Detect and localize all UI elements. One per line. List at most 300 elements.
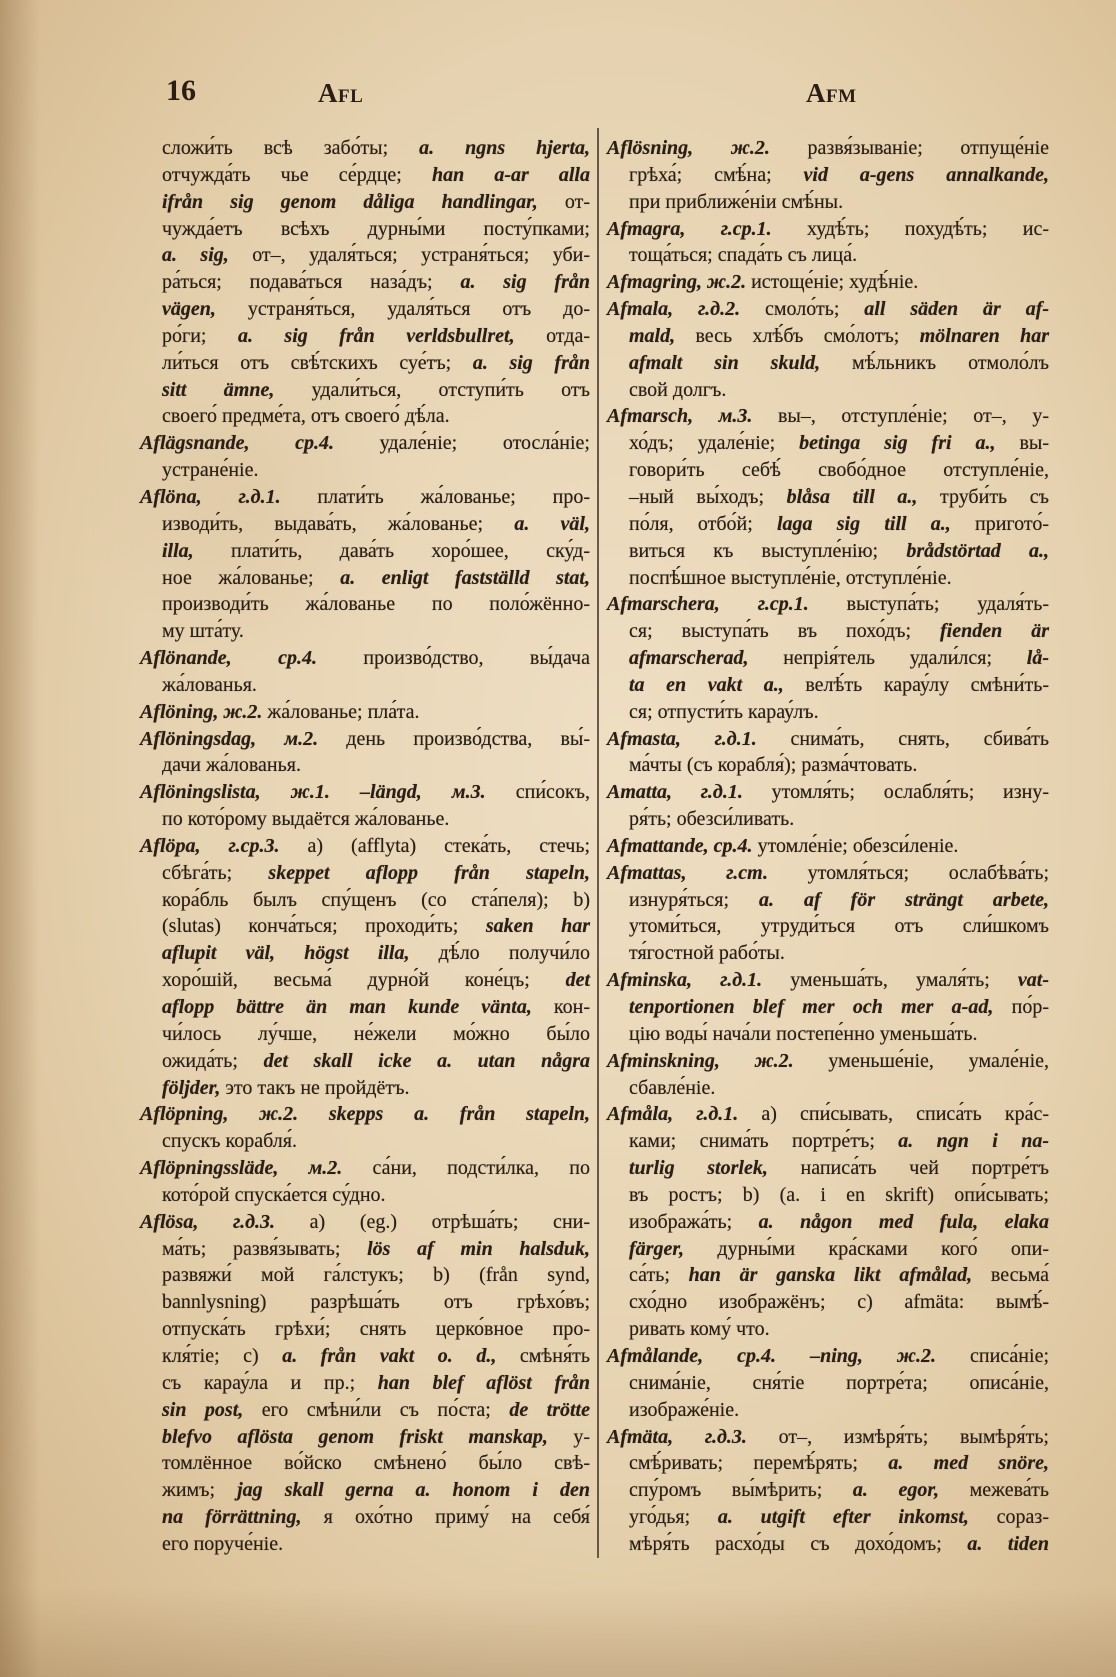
italic-text: a. enligt fastställd stat, <box>340 566 590 589</box>
italic-text: г.д.1. <box>714 727 757 750</box>
italic-text: vat- <box>1017 969 1050 992</box>
gloss-text: дѣ́ло получи́ло <box>409 942 590 965</box>
gloss-text: изобража́ть; <box>629 1210 759 1233</box>
italic-text: ta en vakt a., <box>629 673 784 696</box>
italic-text: г.д.3. <box>704 1425 747 1448</box>
dictionary-line <box>140 618 590 645</box>
italic-text: han är ganska likt afmålad, <box>688 1264 973 1287</box>
gloss-text: труби́ть съ <box>917 485 1049 508</box>
gloss-text: спи́сокъ, <box>485 781 590 804</box>
dictionary-line <box>607 511 1049 538</box>
italic-text: a. sig från <box>472 351 590 374</box>
gloss-text: грѣха́; смѣ́на; <box>629 163 804 186</box>
gloss-text: поспѣ́шное выступле́ніе, отступле́ніе. <box>629 566 952 589</box>
italic-text: de trötte <box>509 1398 590 1421</box>
italic-text: г.д.1. <box>700 781 743 804</box>
gloss-text: день произво́дства, вы́- <box>318 727 591 750</box>
gloss-text: уменьше́ніе, умале́ніе, <box>793 1049 1050 1072</box>
italic-text: a. utgift efter inkomst, <box>717 1506 969 1529</box>
italic-text: all säden är af- <box>864 298 1050 321</box>
gloss-text: вы–, отступле́ніе; от–, у- <box>752 405 1049 428</box>
dictionary-line <box>140 242 590 269</box>
headword: Afmålande, <box>607 1344 704 1367</box>
dictionary-line <box>607 726 1049 753</box>
dictionary-line <box>140 296 590 323</box>
headword: Afmasta, <box>607 727 681 750</box>
gloss-text: виться къ выступле́нію; <box>629 539 907 562</box>
gloss-text: ное жа́лованье; <box>162 566 341 589</box>
dictionary-line <box>607 538 1049 565</box>
gloss-text: списа́ніе; <box>935 1344 1049 1367</box>
headword: Afmagring, <box>607 271 703 294</box>
headword: Aflöna, <box>140 485 202 508</box>
dictionary-line <box>607 591 1049 618</box>
dictionary-line <box>140 887 590 914</box>
italic-text: ifrån sig genom dåliga handlingar, <box>162 190 538 213</box>
dictionary-line <box>140 833 590 860</box>
gloss-text: по́ля, отбо́й; <box>629 512 777 535</box>
gloss-text: весьма́ <box>972 1264 1049 1287</box>
gloss-text: плати́ть, дава́ть хоро́шее, ску́д- <box>193 539 590 562</box>
italic-text: a. sig, <box>162 244 229 267</box>
gloss-text: сораз- <box>968 1506 1049 1529</box>
gloss-text: утоми́ться, утруди́ться отъ сли́шкомъ <box>629 915 1049 938</box>
gloss-text: межева́ть <box>939 1479 1049 1502</box>
italic-text: blåsa till a., <box>786 485 918 508</box>
gloss-text: са́ть; <box>629 1264 689 1287</box>
italic-text: a. från vakt o. d., <box>282 1344 497 1367</box>
gloss-text: снима́ніе, сня́тіе портре́та; описа́ніе, <box>629 1371 1049 1394</box>
gloss-text: са́ни, подсти́лка, по <box>342 1157 590 1180</box>
gloss-text: bannlysning) разрѣша́ть отъ грѣхо́въ; <box>162 1291 590 1314</box>
gloss-text: ря́ть; обезси́ливать. <box>629 808 795 831</box>
italic-text: vid a-gens annalkande, <box>803 163 1049 186</box>
italic-text: vägen, <box>162 298 216 321</box>
gloss-text: ривать кому́ что. <box>629 1318 770 1341</box>
italic-text: ж.2. <box>223 700 263 723</box>
italic-text: м.2. <box>284 727 319 750</box>
dictionary-line <box>140 484 590 511</box>
gloss-text: ся; отпусти́ть карау́лъ. <box>629 700 819 723</box>
gloss-text: при приближе́ніи смѣ́ны. <box>629 190 844 213</box>
gloss-text: чужда́етъ всѣхъ дурны́ми посту́пками; <box>162 217 590 240</box>
italic-text: det <box>565 969 590 992</box>
dictionary-line <box>607 994 1049 1021</box>
italic-text: ж.2. skepps a. från stapeln, <box>259 1103 591 1126</box>
headword: Afmattande, <box>607 834 709 857</box>
dictionary-line <box>607 269 1049 296</box>
headword: Afmagra, <box>607 217 686 240</box>
gloss-text: свой долгъ. <box>629 378 727 401</box>
gloss-text: томлённое во́йско смѣнено́ бы́ло свѣ- <box>162 1452 590 1475</box>
headword: Aflöningsdag, <box>140 727 257 750</box>
dictionary-line <box>607 1155 1049 1182</box>
italic-text: aflupit väl, högst illa, <box>162 942 410 965</box>
italic-text: skeppet aflopp från stapeln, <box>268 861 590 884</box>
dictionary-line <box>140 430 590 457</box>
italic-text: a. sig från verldsbullret, <box>237 324 515 347</box>
dictionary-line <box>140 269 590 296</box>
gloss-text: велѣ́ть карау́лу смѣни́ть- <box>783 673 1049 696</box>
dictionary-line <box>140 323 590 350</box>
headword: Aflöpning, <box>140 1103 229 1126</box>
italic-text: г.ср.1. <box>720 217 772 240</box>
dictionary-line <box>607 1316 1049 1343</box>
dictionary-line <box>140 1101 590 1128</box>
headword: Afmåla, <box>607 1103 674 1126</box>
dictionary-line <box>140 1289 590 1316</box>
italic-text: a. någon med fula, elaka <box>758 1210 1050 1233</box>
gloss-text: ма́ть; развя́зывать; <box>162 1237 368 1260</box>
dictionary-line <box>140 403 590 430</box>
gloss-text: отпуска́ть грѣхи́; снять церко́вное про- <box>162 1318 590 1341</box>
italic-text: afmalt sin skuld, <box>629 351 821 374</box>
dictionary-line <box>140 860 590 887</box>
dictionary-line <box>607 645 1049 672</box>
italic-text: lå- <box>1026 647 1049 670</box>
dictionary-line <box>140 1424 590 1451</box>
italic-text: fienden är <box>940 620 1049 643</box>
italic-text: м.2. <box>308 1157 343 1180</box>
gloss-text: изнуря́ться; <box>629 888 759 911</box>
italic-text: ж.2. <box>707 271 747 294</box>
italic-text: г.ст. <box>726 861 768 884</box>
italic-text: aflopp bättre än man kunde vänta, <box>162 996 532 1018</box>
dictionary-line <box>607 1289 1049 1316</box>
dictionary-line <box>140 994 590 1021</box>
gloss-text: от–, измѣря́ть; вымѣря́ть; <box>746 1425 1049 1448</box>
headword: Aflösning, <box>607 137 694 159</box>
gloss-text: изображе́ніе. <box>629 1398 740 1421</box>
dictionary-line <box>140 726 590 753</box>
dictionary-line <box>140 699 590 726</box>
italic-text: han a-ar alla <box>431 163 590 186</box>
italic-text: г.ср.3. <box>228 834 280 857</box>
gloss-text: удале́ніе; отосла́ніе; <box>334 432 590 455</box>
dictionary-line <box>607 1209 1049 1236</box>
gloss-text: вы- <box>995 432 1049 455</box>
italic-text: a. ngns hjerta, <box>419 137 590 159</box>
gloss-text: сбавле́ніе. <box>629 1076 716 1099</box>
dictionary-line <box>607 1397 1049 1424</box>
dictionary-line <box>607 1101 1049 1128</box>
gloss-text: отда- <box>514 324 590 347</box>
dictionary-line <box>607 1182 1049 1209</box>
dictionary-line <box>140 457 590 484</box>
dictionary-line <box>140 1236 590 1263</box>
gloss-text: ра́ться; подава́ться наза́дъ; <box>162 271 461 294</box>
right-guide-word: Afm <box>806 78 857 108</box>
dictionary-line <box>140 672 590 699</box>
italic-text: a. ngn i na- <box>898 1130 1050 1153</box>
gloss-text: кон- <box>531 996 590 1018</box>
gloss-text: его поруче́ніе. <box>162 1532 284 1555</box>
dictionary-line <box>607 350 1049 377</box>
italic-text: brådstörtad a., <box>906 539 1049 562</box>
gloss-text: ли́ться отъ свѣ́тскихъ суе́тъ; <box>162 351 473 374</box>
dictionary-line <box>607 672 1049 699</box>
gloss-text: въ ростъ; b) (a. i en skrift) опи́сывать; <box>629 1183 1049 1206</box>
dictionary-line <box>140 1048 590 1075</box>
italic-text: a. af för strängt arbete, <box>759 888 1049 911</box>
italic-text: ср.4. <box>278 647 317 670</box>
gloss-text: непрія́тель удали́лся; <box>748 647 1027 670</box>
italic-text: ж.1. –längd, м.3. <box>290 781 486 804</box>
italic-text: ср.4. <box>713 834 753 857</box>
headword: Aflöning, <box>140 700 219 723</box>
gloss-text: хоро́шій, весьма́ дурно́й коне́цъ; <box>162 969 566 992</box>
dictionary-line <box>607 967 1049 994</box>
dictionary-line <box>607 806 1049 833</box>
dictionary-line <box>140 1262 590 1289</box>
left-column <box>140 135 590 1558</box>
italic-text: a. väl, <box>514 512 590 535</box>
headword: Afmala, <box>607 298 674 321</box>
dictionary-line <box>140 806 590 833</box>
gloss-text: –ный вы́ходъ; <box>629 485 787 508</box>
dictionary-line <box>140 752 590 779</box>
italic-text: lös af min halsduk, <box>367 1237 591 1260</box>
headword: Aflösa, <box>140 1210 199 1233</box>
dictionary-line <box>607 162 1049 189</box>
gloss-text: устраня́ться, удаля́ться отъ до- <box>215 298 590 321</box>
dictionary-line <box>140 565 590 592</box>
gloss-text: от–, удаля́ться; устраня́ться; уби- <box>228 244 590 267</box>
italic-text: м.3. <box>718 405 753 428</box>
italic-text: a. sig från <box>460 271 590 294</box>
gloss-text: ро́ги; <box>162 324 238 347</box>
gloss-text: уменьша́ть, умаля́ть; <box>762 969 1018 992</box>
headword: Aflönande, <box>140 647 232 670</box>
italic-text: na förrättning, <box>162 1506 302 1529</box>
gloss-text: кля́тіе; c) <box>162 1344 283 1367</box>
gloss-text: утомле́ніе; обезси́леніе. <box>752 834 959 857</box>
dictionary-line <box>607 1075 1049 1102</box>
italic-text: sitt ämne, <box>162 378 275 401</box>
dictionary-line <box>140 1182 590 1209</box>
gloss-text: жа́лованья. <box>162 673 257 696</box>
gloss-text: спускъ корабля́. <box>162 1130 297 1153</box>
dictionary-line <box>607 913 1049 940</box>
dictionary-line <box>607 752 1049 779</box>
gloss-text: выступа́ть; удаля́ть- <box>808 593 1049 616</box>
italic-text: afmarscherad, <box>629 647 749 670</box>
gloss-text: написа́ть чей портре́тъ <box>767 1157 1049 1180</box>
dictionary-line <box>607 618 1049 645</box>
gloss-text: своего́ предме́та, отъ своего́ дѣ́ла. <box>162 405 450 428</box>
dictionary-line <box>140 538 590 565</box>
dictionary-line <box>140 1155 590 1182</box>
gloss-text: чи́лось лу́чше, не́жели мо́жно бы́ло <box>162 1022 590 1045</box>
gloss-text: сбѣга́ть; <box>162 861 269 884</box>
gloss-text: его смѣни́ли съ по́ста; <box>243 1398 510 1421</box>
dictionary-line <box>607 833 1049 860</box>
dictionary-line <box>607 1236 1049 1263</box>
dictionary-line <box>607 699 1049 726</box>
headword: Afminskning, <box>607 1049 720 1072</box>
dictionary-line <box>607 1450 1049 1477</box>
gloss-text: весь хлѣ́бъ смо́лотъ; <box>675 324 920 347</box>
italic-text: följder, <box>162 1076 221 1099</box>
dictionary-line <box>140 1128 590 1155</box>
gloss-text: развяжи́ мой га́лстукъ; b) (från synd, <box>162 1264 590 1287</box>
dictionary-line <box>607 377 1049 404</box>
dictionary-line <box>607 242 1049 269</box>
gloss-text: развя́зываніе; отпуще́ніе <box>769 137 1049 159</box>
dictionary-line <box>607 940 1049 967</box>
dictionary-line <box>607 323 1049 350</box>
gloss-text: смѣня́ть <box>496 1344 591 1367</box>
dictionary-line <box>140 940 590 967</box>
italic-text: ж.2. <box>730 137 770 159</box>
gloss-text: a) (eg.) отрѣша́ть; сни- <box>275 1210 591 1233</box>
dictionary-line <box>607 430 1049 457</box>
gloss-text: по кото́рому выдаётся жа́лованье. <box>162 808 450 831</box>
italic-text: г.ср.1. <box>757 593 809 616</box>
dictionary-line <box>140 1209 590 1236</box>
gloss-text: удали́ться, отступи́ть отъ <box>274 378 591 401</box>
gloss-text: сложи́ть всѣ забо́ты; <box>162 137 420 159</box>
dictionary-line <box>140 511 590 538</box>
gloss-text: устране́ніе. <box>162 459 259 482</box>
italic-text: laga sig till a., <box>776 512 951 535</box>
gloss-text: ма́чты (съ корабля́); разма́чтовать. <box>629 754 918 777</box>
dictionary-line <box>140 1504 590 1531</box>
italic-text: a. egor, <box>852 1479 940 1502</box>
headword: Aflöpningssläde, <box>140 1157 279 1180</box>
gloss-text: утомля́ться; ослабѣва́ть; <box>767 861 1049 884</box>
gloss-text: схо́дно изображёнъ; c) afmäta: вымѣ́- <box>629 1291 1049 1314</box>
italic-text: färger, <box>629 1237 684 1260</box>
dictionary-line <box>607 1424 1049 1451</box>
italic-text: г.д.1. <box>720 969 763 992</box>
dictionary-line <box>140 1075 590 1102</box>
dictionary-line <box>140 1370 590 1397</box>
gloss-text: тя́гостной рабо́ты. <box>629 942 785 965</box>
gloss-text: истоще́ніе; худѣ́ніе. <box>746 271 919 294</box>
headword: Afmattas, <box>607 861 687 884</box>
italic-text: blefvo aflösta genom friskt manskap, <box>162 1425 548 1448</box>
dictionary-line <box>140 1477 590 1504</box>
gloss-text: (slutas) конча́ться; проходи́ть; <box>162 915 486 938</box>
dictionary-line <box>140 1450 590 1477</box>
italic-text: a. med snöre, <box>888 1452 1049 1475</box>
dictionary-line <box>607 403 1049 430</box>
headword: Afmäta, <box>607 1425 674 1448</box>
dictionary-line <box>607 1504 1049 1531</box>
gloss-text: плати́ть жа́лованье; про- <box>280 485 590 508</box>
gloss-text: съ карау́ла и пр.; <box>162 1371 378 1394</box>
dictionary-line <box>607 1262 1049 1289</box>
gloss-text: цію воды́ нача́ли постепе́нно уменьша́ть. <box>629 1022 978 1045</box>
dictionary-line <box>140 1343 590 1370</box>
italic-text: г.д.2. <box>698 298 741 321</box>
headword: Aflöpa, <box>140 834 201 857</box>
italic-text: jag skall gerna a. honom i den <box>237 1479 590 1502</box>
dictionary-line <box>607 296 1049 323</box>
headword: Afminska, <box>607 969 693 992</box>
italic-text: han blef aflöst från <box>377 1371 591 1394</box>
gloss-text: ками; снима́ть портре́тъ; <box>629 1130 899 1153</box>
gloss-text: му шта́ту. <box>162 620 244 643</box>
italic-text: mölnaren har <box>919 324 1049 347</box>
italic-text: betinga sig fri a., <box>799 432 996 455</box>
dictionary-line <box>607 1531 1049 1558</box>
headword: Afmarsch, <box>607 405 694 428</box>
dictionary-line <box>607 1370 1049 1397</box>
gloss-text: производи́ть жа́лованье по поло́жённо- <box>162 593 590 616</box>
dictionary-line <box>140 779 590 806</box>
italic-text: saken har <box>485 915 590 938</box>
dictionary-line <box>140 162 590 189</box>
gloss-text: хо́дъ; удале́ніе; <box>629 432 800 455</box>
dictionary-line <box>607 887 1049 914</box>
gloss-text: утомля́ть; ослабля́ть; изну- <box>742 781 1049 804</box>
headword: Aflägsnande, <box>140 432 250 455</box>
dictionary-line <box>140 591 590 618</box>
gloss-text: ся; выступа́ть въ похо́дъ; <box>629 620 940 643</box>
italic-text: turlig storlek, <box>629 1157 768 1180</box>
gloss-text: уго́дья; <box>629 1506 718 1529</box>
gloss-text: дачи жа́лованья. <box>162 754 301 777</box>
dictionary-line <box>140 377 590 404</box>
gloss-text: худѣ́ть; похудѣ́ть; ис- <box>771 217 1050 240</box>
gloss-text: изводи́ть, выдава́ть, жа́лованье; <box>162 512 515 535</box>
dictionary-line <box>607 1128 1049 1155</box>
italic-text: ж.2. <box>754 1049 794 1072</box>
italic-text: sin post, <box>162 1398 244 1421</box>
dictionary-line <box>607 565 1049 592</box>
dictionary-line <box>607 135 1049 162</box>
dictionary-line <box>140 189 590 216</box>
dictionary-line <box>607 189 1049 216</box>
dictionary-line <box>607 1477 1049 1504</box>
gloss-text: я охо́тно приму́ на себя́ <box>301 1506 591 1529</box>
gloss-text: кора́бль былъ спу́щенъ (со ста́пеля); b) <box>162 888 590 911</box>
dictionary-line <box>607 1021 1049 1048</box>
gloss-text: ожида́ть; <box>162 1049 264 1072</box>
italic-text: ср.4. –ning, ж.2. <box>737 1344 936 1367</box>
gloss-text: смоло́ть; <box>740 298 865 321</box>
gloss-text: a) (afflyta) стека́ть, стечь; <box>279 834 591 857</box>
dictionary-line <box>607 457 1049 484</box>
gloss-text: от- <box>537 190 590 213</box>
dictionary-line <box>140 1316 590 1343</box>
italic-text: mald, <box>629 324 676 347</box>
gloss-text: a) спи́сывать, списа́ть кра́с- <box>738 1103 1049 1126</box>
dictionary-line <box>607 860 1049 887</box>
headword: Afmarschera, <box>607 593 720 616</box>
italic-text: a. tiden <box>967 1532 1049 1555</box>
gloss-text: жа́лованье; пла́та. <box>262 700 420 723</box>
italic-text: det skall icke a. utan några <box>263 1049 590 1072</box>
gloss-text: произво́дство, вы́дача <box>316 647 590 670</box>
dictionary-line <box>140 216 590 243</box>
dictionary-line <box>607 1343 1049 1370</box>
italic-text: г.д.1. <box>238 485 281 508</box>
dictionary-line <box>607 484 1049 511</box>
gloss-text: мѣ́льникъ отмоло́лъ <box>820 351 1049 374</box>
gloss-text: снима́ть, снять, сбива́ть <box>756 727 1049 750</box>
gloss-text: это такъ не пройдётъ. <box>220 1076 410 1099</box>
gloss-text: пригото́- <box>950 512 1050 535</box>
italic-text: г.д.3. <box>232 1210 276 1233</box>
gloss-text: у- <box>547 1425 590 1448</box>
dictionary-line <box>140 1531 590 1558</box>
dictionary-line <box>607 779 1049 806</box>
italic-text: tenportionen blef mer och mer a-ad, <box>629 996 994 1018</box>
gloss-text: дурны́ми кра́сками кого́ опи- <box>684 1237 1049 1260</box>
